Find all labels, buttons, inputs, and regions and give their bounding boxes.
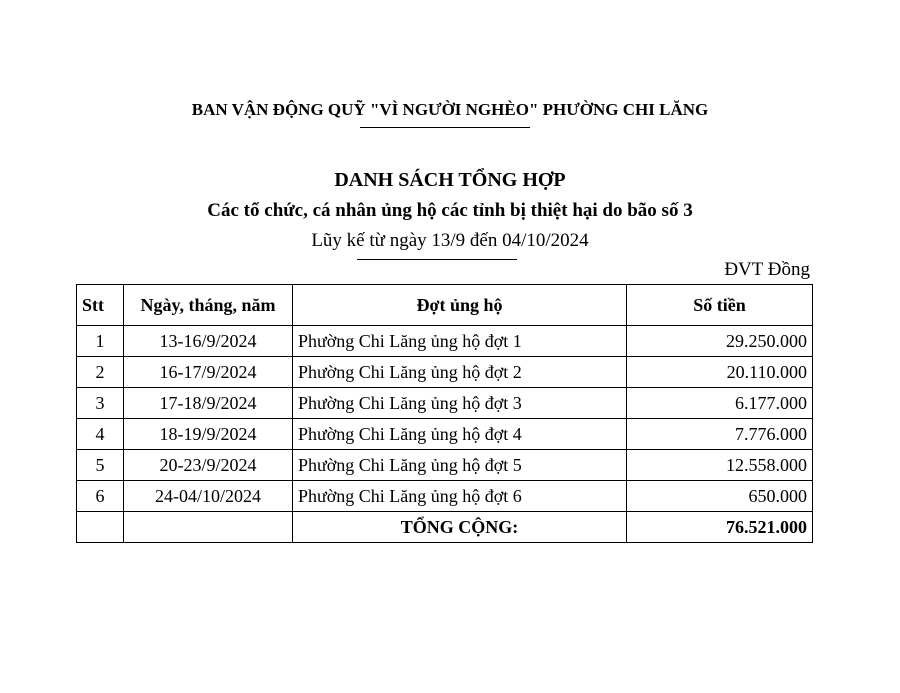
row-campaign: Phường Chi Lăng ủng hộ đợt 3	[293, 388, 627, 419]
row-amount: 650.000	[627, 481, 813, 512]
organization-underline	[360, 127, 530, 128]
period-text: Lũy kế từ ngày 13/9 đến 04/10/2024	[311, 230, 589, 251]
total-row	[77, 512, 813, 543]
row-date: 16-17/9/2024	[124, 357, 293, 388]
total-label: TỔNG CỘNG:	[293, 512, 627, 543]
row-date: 24-04/10/2024	[124, 481, 293, 512]
row-campaign: Phường Chi Lăng ủng hộ đợt 2	[293, 357, 627, 388]
total-row-date-cell	[124, 512, 293, 543]
column-header-date: Ngày, tháng, năm	[124, 285, 293, 326]
row-amount: 12.558.000	[627, 450, 813, 481]
unit-label: ĐVT Đồng	[724, 259, 810, 280]
row-stt: 5	[77, 450, 124, 481]
row-stt: 4	[77, 419, 124, 450]
table-header-row	[77, 285, 813, 326]
organization-heading: BAN VẬN ĐỘNG QUỸ "VÌ NGƯỜI NGHÈO" PHƯỜNG CHI LĂNG	[191, 100, 709, 119]
row-stt: 3	[77, 388, 124, 419]
row-campaign: Phường Chi Lăng ủng hộ đợt 4	[293, 419, 627, 450]
row-stt: 6	[77, 481, 124, 512]
row-stt: 2	[77, 357, 124, 388]
row-date: 18-19/9/2024	[124, 419, 293, 450]
table-row	[77, 450, 813, 481]
table-row	[77, 357, 813, 388]
column-header-amount: Số tiền	[627, 285, 813, 326]
row-campaign: Phường Chi Lăng ủng hộ đợt 5	[293, 450, 627, 481]
row-amount: 7.776.000	[627, 419, 813, 450]
row-date: 17-18/9/2024	[124, 388, 293, 419]
table-row	[77, 481, 813, 512]
document-title: DANH SÁCH TỔNG HỢP	[334, 169, 566, 191]
row-date: 20-23/9/2024	[124, 450, 293, 481]
row-stt: 1	[77, 326, 124, 357]
row-date: 13-16/9/2024	[124, 326, 293, 357]
row-amount: 29.250.000	[627, 326, 813, 357]
column-header-campaign: Đợt ủng hộ	[293, 285, 627, 326]
table-row	[77, 419, 813, 450]
column-header-stt: Stt	[77, 285, 124, 326]
donation-summary-table	[76, 284, 813, 543]
row-campaign: Phường Chi Lăng ủng hộ đợt 6	[293, 481, 627, 512]
table-row	[77, 326, 813, 357]
total-amount: 76.521.000	[627, 512, 813, 543]
row-amount: 6.177.000	[627, 388, 813, 419]
table-row	[77, 388, 813, 419]
period-underline	[357, 259, 517, 260]
document-subtitle: Các tổ chức, cá nhân ủng hộ các tỉnh bị thiệt hại do bão số 3	[207, 200, 693, 221]
row-amount: 20.110.000	[627, 357, 813, 388]
row-campaign: Phường Chi Lăng ủng hộ đợt 1	[293, 326, 627, 357]
total-row-stt-cell	[77, 512, 124, 543]
